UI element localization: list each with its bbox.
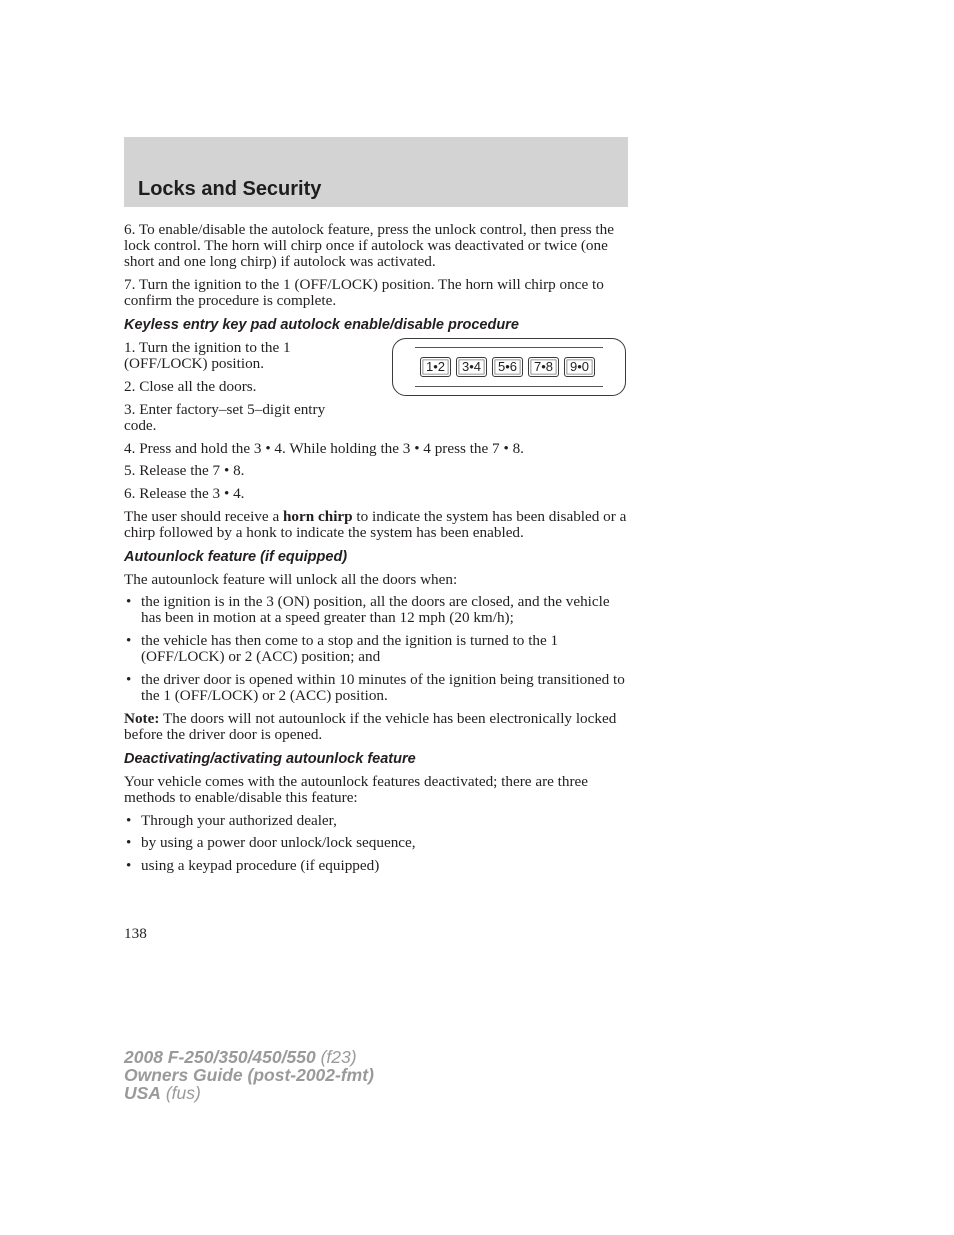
footer-code: (f23): [315, 1047, 357, 1067]
autounlock-conditions-list: [124, 594, 628, 704]
result-paragraph: [124, 509, 628, 541]
step-paragraph: 7. Turn the ignition to the 1 (OFF/LOCK) position. The horn will chirp once to confirm the procedure is complete.: [124, 276, 604, 310]
list-item: [124, 594, 628, 626]
result-text: to indicate the system has been disabled or a chirp followed by a honk to indicate the system has been enabled.: [124, 507, 627, 541]
horn-chirp-emphasis: horn chirp: [282, 507, 353, 525]
footer-line: [124, 1066, 374, 1084]
keypad-keys: [420, 357, 595, 377]
keypad-procedure-heading: Keyless entry key pad autolock enable/disable procedure: [124, 317, 519, 334]
bullet-glyph: •: [126, 857, 132, 875]
bullet-glyph: •: [126, 671, 132, 689]
list-item-text: by using a power door unlock/lock sequence,: [141, 834, 416, 852]
section-title: Locks and Security: [138, 178, 322, 200]
list-item-text: Through your authorized dealer,: [141, 811, 337, 829]
methods-list: [124, 813, 628, 875]
page-number: 138: [124, 925, 147, 942]
footer-line: [124, 1048, 374, 1066]
footer-market-code: (fus): [160, 1083, 201, 1103]
step-paragraph: 1. Turn the ignition to the 1 (OFF/LOCK) position.: [124, 339, 291, 373]
deactivate-heading: Deactivating/activating autounlock feature: [124, 750, 416, 767]
note-paragraph: [124, 711, 628, 743]
list-item: [124, 858, 628, 874]
deactivate-intro: Your vehicle comes with the autounlock features deactivated; there are three methods to enable/disable this feature:: [124, 772, 589, 807]
autounlock-heading: Autounlock feature (if equipped): [124, 548, 348, 565]
page-content: [124, 222, 628, 881]
note-label: Note:: [124, 709, 160, 727]
keypad-top-rail: [415, 347, 603, 348]
list-item: [124, 672, 628, 704]
keypad-bottom-rail: [415, 386, 603, 387]
footer-market: USA: [124, 1083, 161, 1103]
keypad-key-1-2: 1•2: [420, 357, 451, 377]
autounlock-intro: The autounlock feature will unlock all the doors when:: [124, 570, 458, 588]
bullet-glyph: •: [126, 593, 132, 611]
bullet-glyph: •: [126, 632, 132, 650]
keypad-key-7-8: 7•8: [528, 357, 559, 377]
footer-guide: Owners Guide (post-2002-fmt): [124, 1065, 374, 1085]
step-paragraph: 5. Release the 7 • 8.: [124, 462, 245, 480]
list-item-text: the ignition is in the 3 (ON) position, all the doors are closed, and the vehicle has been in motion at a speed greater than 12 mph (20 km/h);: [141, 593, 610, 627]
document-footer: [124, 1048, 374, 1102]
keypad-illustration: [392, 338, 626, 396]
list-item: [124, 633, 628, 665]
bullet-glyph: •: [126, 834, 132, 852]
step-paragraph: 6. To enable/disable the autolock feature, press the unlock control, then press the lock control. The horn will chirp once if autolock was deactivated or twice (one short and one long chirp) if autolock was activated.: [124, 221, 614, 271]
keypad-key-5-6: 5•6: [492, 357, 523, 377]
footer-line: [124, 1084, 374, 1102]
step-paragraph: 6. Release the 3 • 4.: [124, 484, 245, 502]
section-header-band: [124, 137, 628, 207]
list-item: [124, 813, 628, 829]
result-text: The user should receive a: [124, 507, 283, 525]
list-item: [124, 835, 628, 851]
keypad-key-9-0: 9•0: [564, 357, 595, 377]
list-item-text: using a keypad procedure (if equipped): [141, 857, 380, 875]
bullet-glyph: •: [126, 811, 132, 829]
note-text: The doors will not autounlock if the vehicle has been electronically locked before the driver door is opened.: [124, 709, 617, 744]
step-paragraph: 3. Enter factory–set 5–digit entry code.: [124, 400, 326, 434]
step-paragraph: 2. Close all the doors.: [124, 377, 257, 395]
footer-model: 2008 F-250/350/450/550: [124, 1047, 316, 1067]
keypad-key-3-4: 3•4: [456, 357, 487, 377]
list-item-text: the driver door is opened within 10 minutes of the ignition being transitioned to the 1 (OFF/LOCK) or 2 (ACC) position.: [141, 671, 625, 705]
step-paragraph: 4. Press and hold the 3 • 4. While holding the 3 • 4 press the 7 • 8.: [124, 439, 524, 457]
list-item-text: the vehicle has then come to a stop and the ignition is turned to the 1 (OFF/LOCK) or 2 (ACC) position; and: [141, 632, 559, 666]
